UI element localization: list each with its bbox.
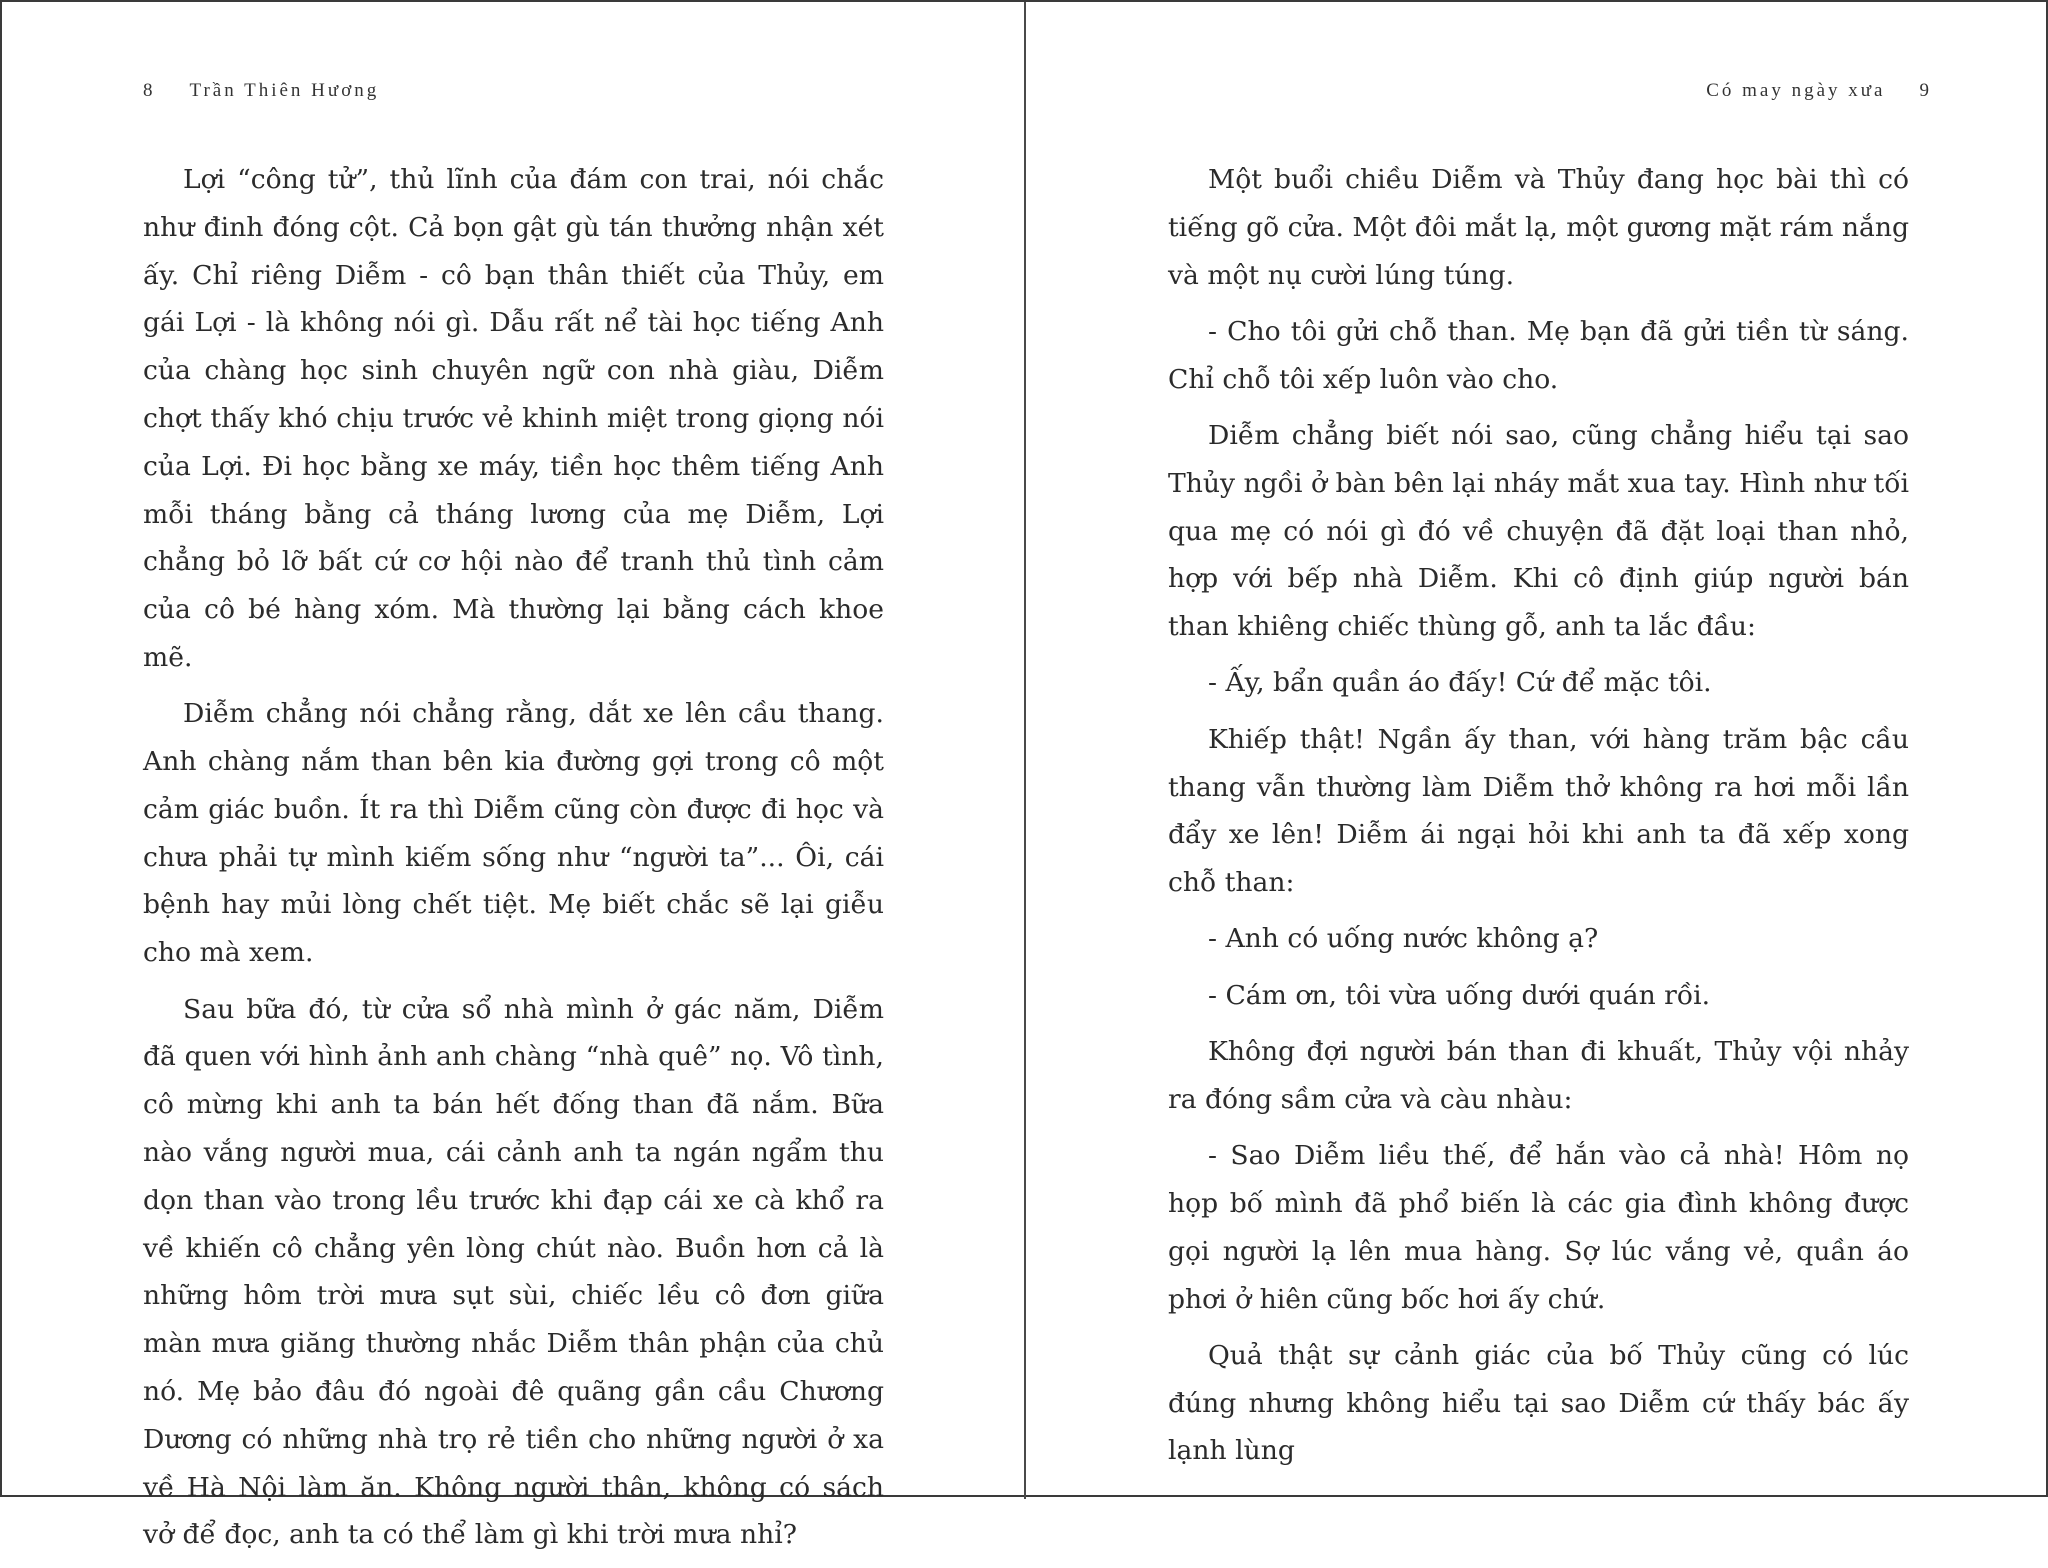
page-number: 9 (1919, 80, 1932, 101)
page-number: 8 (143, 80, 156, 101)
paragraph: - Sao Diễm liều thế, để hắn vào cả nhà! Hôm nọ họp bố mình đã phổ biến là các gia đình không được gọi người lạ lên mua hàng. Sợ lúc vắng vẻ, quần áo phơi ở hiên cũng bốc hơi ấy chứ. (1168, 1140, 1909, 1315)
paragraph: Không đợi người bán than đi khuất, Thủy vội nhảy ra đóng sầm cửa và càu nhàu: (1168, 1036, 1909, 1115)
paragraph: Quả thật sự cảnh giác của bố Thủy cũng có lúc đúng nhưng không hiểu tại sao Diễm cứ thấy bác ấy lạnh lùng (1168, 1339, 1909, 1467)
paragraph: Khiếp thật! Ngần ấy than, với hàng trăm bậc cầu thang vẫn thường làm Diễm thở không ra hơi mỗi lần đẩy xe lên! Diễm ái ngại hỏi khi anh ta đã xếp xong chỗ than: (1168, 723, 1909, 899)
book-title: Có may ngày xưa (1706, 80, 1886, 101)
paragraph: Một buổi chiều Diễm và Thủy đang học bài thì có tiếng gõ cửa. Một đôi mắt lạ, một gương mặt rám nắng và một nụ cười lúng túng. (1168, 164, 1910, 291)
paragraph: Diễm chẳng nói chẳng rằng, dắt xe lên cầu thang. Anh chàng nắm than bên kia đường gợi trong cô một cảm giác buồn. Ít ra thì Diễm cũng còn được đi học và chưa phải tự mình kiếm sống như “người ta”... Ôi, cái bệnh hay mủi lòng chết tiệt. Mẹ biết chắc sẽ lại giễu cho mà xem. (143, 698, 884, 969)
running-head-right (1706, 80, 1932, 102)
paragraph: - Cho tôi gửi chỗ than. Mẹ bạn đã gửi tiền từ sáng. Chỉ chỗ tôi xếp luôn vào cho. (1168, 315, 1909, 395)
left-page (2, 2, 1024, 1551)
running-head-left (143, 80, 379, 102)
paragraph: - Cám ơn, tôi vừa uống dưới quán rồi. (1208, 979, 1711, 1011)
right-page (1026, 2, 2048, 1499)
body-text-left (143, 156, 884, 1568)
paragraph: - Ấy, bẩn quần áo đấy! Cứ để mặc tôi. (1208, 667, 1712, 699)
paragraph: - Anh có uống nước không ạ? (1208, 923, 1599, 955)
paragraph: Diễm chẳng biết nói sao, cũng chẳng hiểu tại sao Thủy ngồi ở bàn bên lại nháy mắt xua tay. Hình như tối qua mẹ có nói gì đó về chuyện đã đặt loại than nhỏ, hợp với bếp nhà Diễm. Khi cô định giúp người bán than khiêng chiếc thùng gỗ, anh ta lắc đầu: (1168, 419, 1909, 643)
body-text-right (1168, 156, 1909, 1484)
paragraph: Sau bữa đó, từ cửa sổ nhà mình ở gác năm, Diễm đã quen với hình ảnh anh chàng “nhà quê” nọ. Vô tình, cô mừng khi anh ta bán hết đống than đã nắm. Bữa nào vắng người mua, cái cảnh anh ta ngán ngẩm thu dọn than vào trong lều trước khi đạp cái xe cà khổ ra về khiến cô chẳng yên lòng chút nào. Buồn hơn cả là những hôm trời mưa sụt sùi, chiếc lều cô đơn giữa màn mưa giăng thường nhắc Diễm thân phận của chủ nó. Mẹ bảo đâu đó ngoài đê quãng gần cầu Chương Dương có những nhà trọ rẻ tiền cho những người ở xa về Hà Nội làm ăn. Không người thân, không có sách vở để đọc, anh ta có thể làm gì khi trời mưa nhỉ? (143, 993, 884, 1551)
paragraph: Lợi “công tử”, thủ lĩnh của đám con trai, nói chắc như đinh đóng cột. Cả bọn gật gù tán thưởng nhận xét ấy. Chỉ riêng Diễm - cô bạn thân thiết của Thủy, em gái Lợi - là không nói gì. Dẫu rất nể tài học tiếng Anh của chàng học sinh chuyên ngữ con nhà giàu, Diễm chợt thấy khó chịu trước vẻ khinh miệt trong giọng nói của Lợi. Đi học bằng xe máy, tiền học thêm tiếng Anh mỗi tháng bằng cả tháng lương của mẹ Diễm, Lợi chẳng bỏ lỡ bất cứ cơ hội nào để tranh thủ tình cảm của cô bé hàng xóm. Mà thường lại bằng cách khoe mẽ. (143, 164, 884, 673)
author-name: Trần Thiên Hương (189, 80, 380, 101)
